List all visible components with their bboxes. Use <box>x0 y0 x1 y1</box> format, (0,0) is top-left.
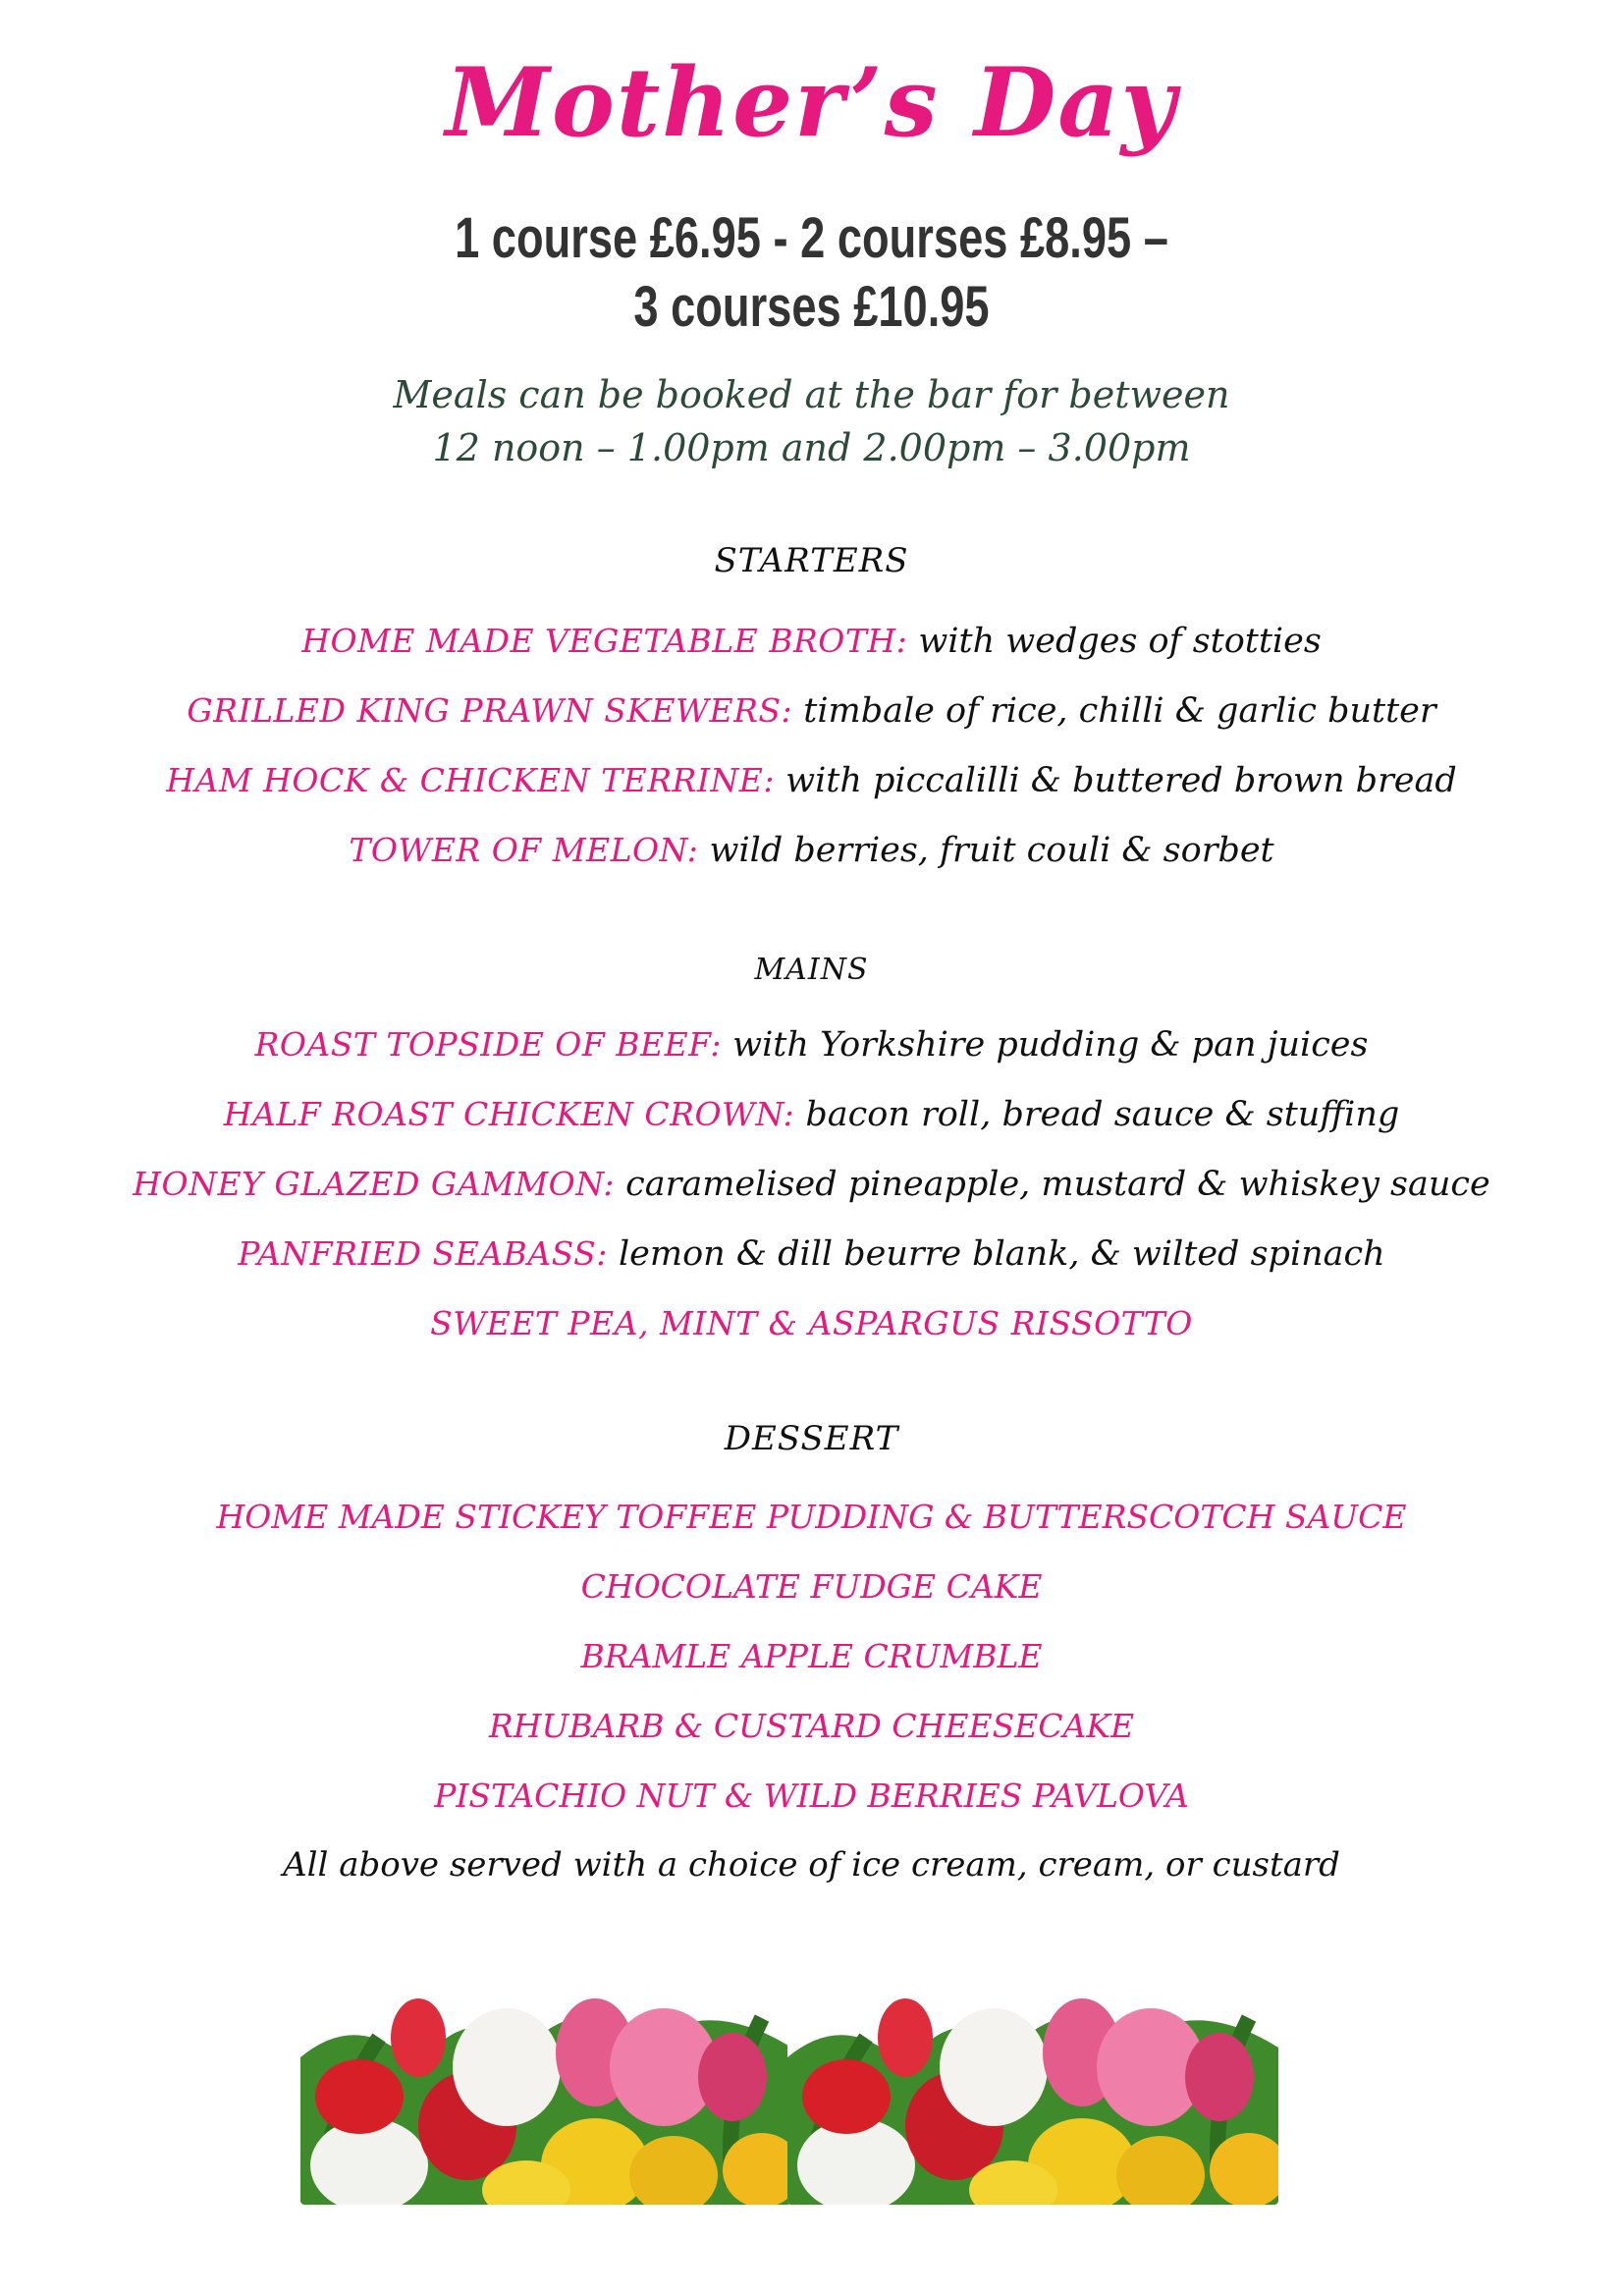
item-name: SWEET PEA, MINT & ASPARGUS RISSOTTO <box>430 1304 1193 1342</box>
dessert-note: All above served with a choice of ice cream, cream, or custard <box>283 1845 1340 1885</box>
item-description: wild berries, fruit couli & sorbet <box>698 831 1274 870</box>
price-line-2: 3 courses £10.95 <box>633 275 990 339</box>
menu-item: BRAMLE APPLE CRUMBLE <box>580 1637 1043 1675</box>
item-description: with piccalilli & buttered brown bread <box>775 761 1457 800</box>
menu-item <box>0 1288 1623 1358</box>
item-name: HAM HOCK & CHICKEN TERRINE: <box>166 761 776 799</box>
item-name: PANFRIED SEABASS: <box>238 1234 608 1273</box>
item-description: bacon roll, bread sauce & stuffing <box>794 1095 1400 1134</box>
price-line-1: 1 course £6.95 - 2 courses £8.95 – <box>455 206 1168 270</box>
tulip-bouquet-image <box>787 1979 1278 2205</box>
page-title: Mother’s Day <box>445 47 1178 158</box>
item-description: caramelised pineapple, mustard & whiskey sauce <box>615 1165 1490 1204</box>
menu-item <box>0 1079 1623 1149</box>
menu-item: CHOCOLATE FUDGE CAKE <box>580 1567 1043 1606</box>
starters-heading: STARTERS <box>714 541 909 580</box>
item-name: GRILLED KING PRAWN SKEWERS: <box>187 691 793 730</box>
item-description: with Yorkshire pudding & pan juices <box>722 1025 1369 1065</box>
item-name: ROAST TOPSIDE OF BEEF: <box>254 1025 723 1064</box>
booking-line-2: 12 noon – 1.00pm and 2.00pm – 3.00pm <box>432 426 1191 469</box>
menu-item: RHUBARB & CUSTARD CHEESECAKE <box>488 1707 1135 1745</box>
dessert-heading: DESSERT <box>724 1419 899 1458</box>
menu-item: PISTACHIO NUT & WILD BERRIES PAVLOVA <box>434 1777 1189 1815</box>
item-name: HOME MADE VEGETABLE BROTH: <box>301 622 908 660</box>
menu-item <box>0 815 1623 885</box>
tulip-bouquet-image <box>300 1979 791 2205</box>
item-name: HALF ROAST CHICKEN CROWN: <box>223 1095 795 1133</box>
menu-item: HOME MADE STICKEY TOFFEE PUDDING & BUTTERSCOTCH SAUCE <box>216 1498 1407 1536</box>
item-description: timbale of rice, chilli & garlic butter <box>792 691 1436 731</box>
booking-line-1: Meals can be booked at the bar for between <box>393 373 1230 416</box>
menu-item <box>0 676 1623 745</box>
item-name: TOWER OF MELON: <box>349 831 699 869</box>
starters-list <box>0 606 1623 885</box>
mains-list <box>0 1010 1623 1358</box>
dessert-list <box>0 1482 1623 1900</box>
menu-item <box>0 1219 1623 1288</box>
mains-heading: MAINS <box>754 953 869 987</box>
price-info <box>179 204 1444 342</box>
item-description: with wedges of stotties <box>907 622 1322 661</box>
booking-info <box>0 368 1623 474</box>
item-name: HONEY GLAZED GAMMON: <box>133 1165 616 1203</box>
menu-item <box>0 1149 1623 1219</box>
menu-item <box>0 745 1623 815</box>
item-description: lemon & dill beurre blank, & wilted spinach <box>607 1234 1385 1274</box>
menu-item <box>0 606 1623 676</box>
menu-item <box>0 1010 1623 1079</box>
